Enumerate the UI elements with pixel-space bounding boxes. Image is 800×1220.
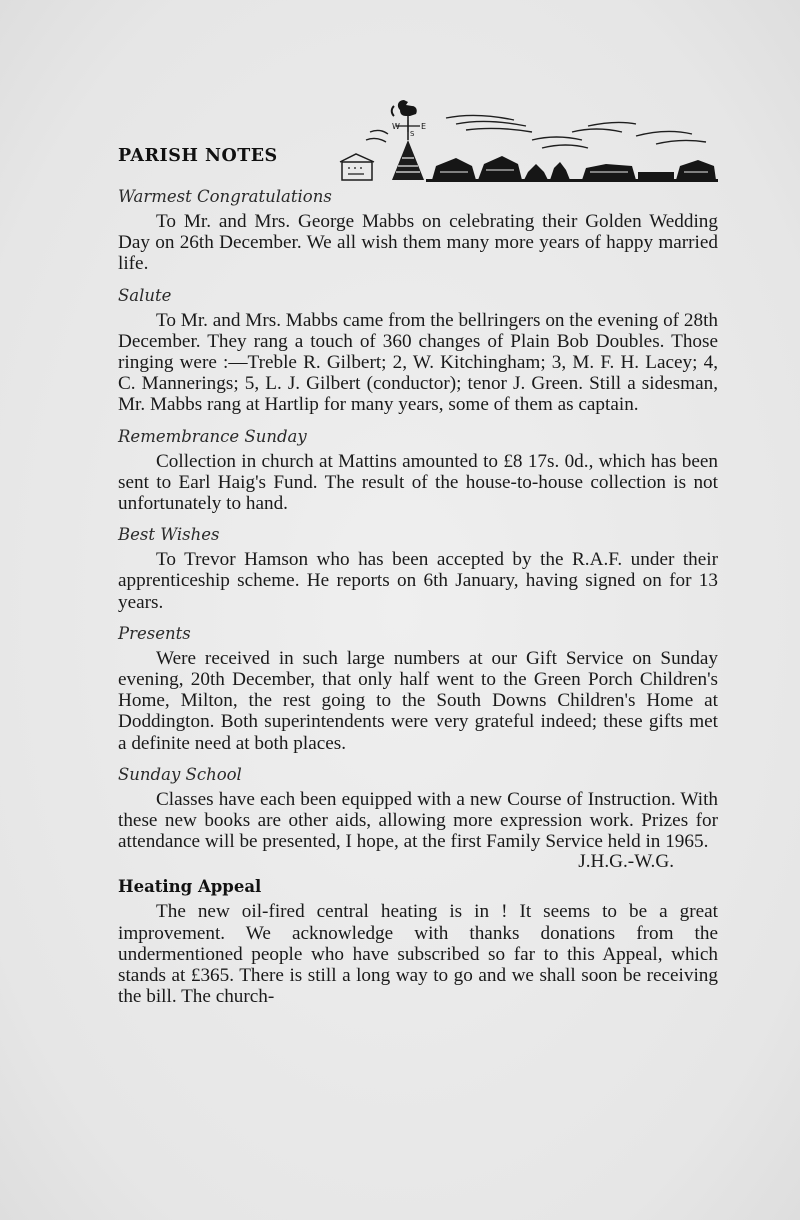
section-remembrance-sunday bbox=[118, 426, 718, 515]
village-weathervane-illustration bbox=[336, 96, 718, 184]
section-heading: Heating Appeal bbox=[118, 877, 262, 897]
section-heading: Remembrance Sunday bbox=[118, 426, 307, 446]
section-paragraph: The new oil-fired central heating is in ! It seems to be a great improvement. We acknowledge with thanks donations from the undermentioned people who have subscribed so far to this Appeal, which stands at £365. There is still a long way to go and we shall soon be receiving the bill. The church- bbox=[118, 901, 718, 1008]
section-paragraph: To Mr. and Mrs. George Mabbs on celebrating their Golden Wedding Day on 26th December. We all wish them many more years of happy married life. bbox=[118, 211, 718, 275]
page-header bbox=[118, 96, 718, 186]
section-heading: Presents bbox=[118, 623, 191, 643]
svg-text:S: S bbox=[410, 130, 415, 138]
section-salute bbox=[118, 285, 718, 416]
section-best-wishes bbox=[118, 524, 718, 613]
section-heating-appeal bbox=[118, 876, 718, 1007]
section-paragraph: Collection in church at Mattins amounted to £8 17s. 0d., which has been sent to Earl Haig's Fund. The result of the house-to-house collection is not unfortunately to hand. bbox=[118, 450, 718, 515]
article-body bbox=[118, 186, 718, 1017]
section-sunday-school bbox=[118, 764, 718, 873]
section-heading: Warmest Congratulations bbox=[118, 187, 332, 206]
svg-text:W: W bbox=[392, 122, 400, 131]
signature: J.H.G.-W.G. bbox=[578, 851, 674, 873]
section-heading: Sunday School bbox=[118, 764, 242, 784]
section-paragraph: Classes have each been equipped with a new Course of Instruction. With these new books are other aids, allowing more expression work. Prizes for attendance will be presented, I hope, at the first Family Service held in 1965. bbox=[118, 788, 718, 853]
section-warmest-congratulations bbox=[118, 186, 718, 275]
section-paragraph: To Mr. and Mrs. Mabbs came from the bellringers on the evening of 28th December. They rang a touch of 360 changes of Plain Bob Doubles. Those ringing were :—Treble R. Gilbert; 2, W. Kitchingham; 3, M. F. H. Lacey; 4, C. Mannerings; 5, L. J. Gilbert (conductor); tenor J. Green. Still a sidesman, Mr. Mabbs rang at Hartlip for many years, some of them as captain. bbox=[118, 309, 718, 416]
section-heading: Best Wishes bbox=[118, 525, 220, 545]
section-paragraph: To Trevor Hamson who has been accepted by the R.A.F. under their apprenticeship scheme. He reports on 6th January, having signed on for 13 years. bbox=[118, 549, 718, 613]
section-heading: Salute bbox=[118, 285, 172, 305]
section-paragraph: Were received in such large numbers at our Gift Service on Sunday evening, 20th December, that only half went to the Green Porch Children's Home, Milton, the rest going to the South Downs Children's Home at Doddington. Both superintendents were very grateful indeed; these gifts met a definite need at both places. bbox=[118, 647, 718, 754]
section-presents bbox=[118, 623, 718, 754]
page-title: PARISH NOTES bbox=[118, 146, 278, 166]
svg-text:E: E bbox=[421, 122, 427, 131]
